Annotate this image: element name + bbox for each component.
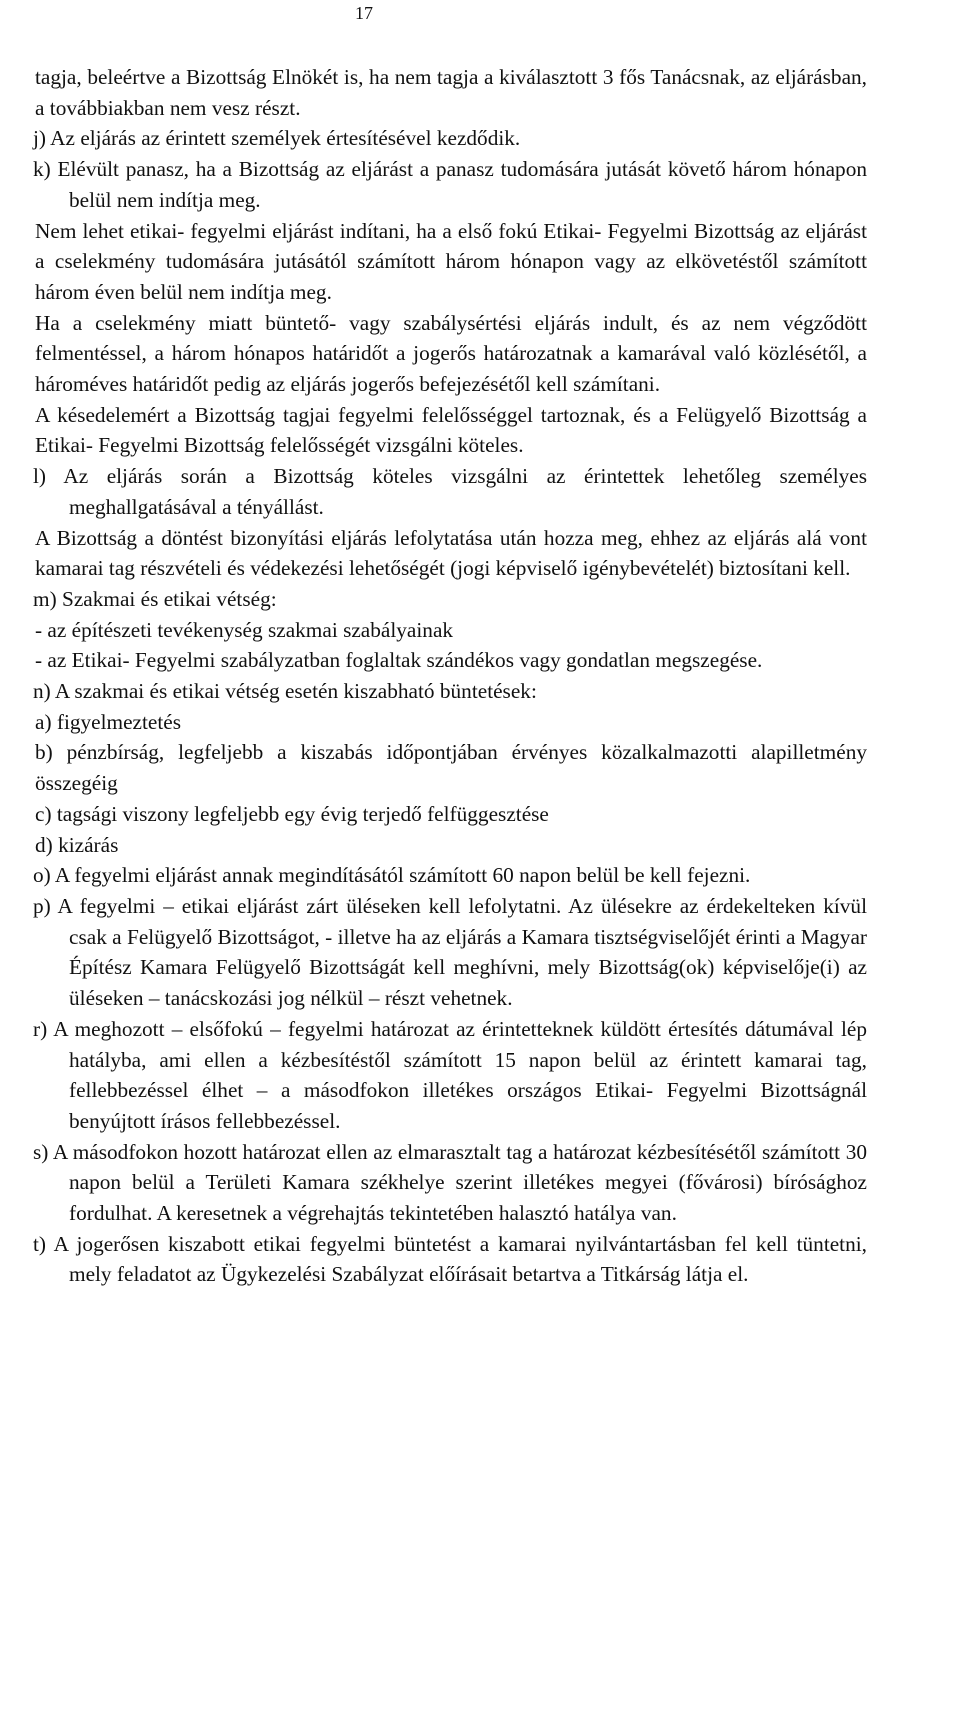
document-body [33,62,867,1290]
list-item-n-a: a) figyelmeztetés [35,709,182,734]
list-item-m-2: - az Etikai- Fegyelmi szabályzatban foglaltak szándékos vagy gondatlan megszegése. [35,648,763,673]
paragraph-t: t) A jogerősen kiszabott etikai fegyelmi büntetést a kamarai nyilvántartásban fel kell tüntetni, mely feladatot az Ügykezelési Szabályzat előírásait betartva a Titkárság látja el. [33,1231,867,1287]
paragraph-r: r) A meghozott – elsőfokú – fegyelmi határozat az érintetteknek küldött értesítés dátumával lép hatályba, ami ellen a kézbesítéstől számított 15 napon belül az érintett kamarai tag, fellebbezéssel élhet – a másodfokon illetékes országos Etikai- Fegyelmi Bizottságnál benyújtott írásos fellebbezéssel. [33,1016,867,1133]
paragraph-s: s) A másodfokon hozott határozat ellen az elmarasztalt tag a határozat kézbesítésétől számított 30 napon belül a Területi Kamara székhelye szerint illetékes megyei (fővárosi) bírósághoz fordulhat. A keresetnek a végrehajtás tekintetében halasztó hatálya van. [33,1139,867,1226]
paragraph-continuation: tagja, beleértve a Bizottság Elnökét is, ha nem tagja a kiválasztott 3 fős Tanácsnak, az eljárásban, a továbbiakban nem vesz részt. [35,65,867,120]
list-item-n-d: d) kizárás [35,832,119,857]
paragraph-k-limitation: Nem lehet etikai- fegyelmi eljárást indítani, ha a első fokú Etikai- Fegyelmi Bizottság az eljárást a cselekmény tudomására jutásától számított három hónapon vagy az elkövetéstől számított három éven belül nem indítja meg. [35,218,867,304]
paragraph-l-decision: A Bizottság a döntést bizonyítási eljárás lefolytatása után hozza meg, ehhez az eljárás alá vont kamarai tag részvételi és védekezési lehetőségét (jogi képviselő igénybevételét) biztosítani kell. [35,525,867,581]
paragraph-p: p) A fegyelmi – etikai eljárást zárt üléseken kell lefolytatni. Az ülésekre az érdekelteken kívül csak a Felügyelő Bizottságot, - illetve ha az eljárás a Kamara tisztségviselőjét érinti a Magyar Építész Kamara Felügyelő Bizottságát kell meghívni, mely Bizottság(ok) képviselője(i) az üléseken – tanácskozási jog nélkül – részt vehetnek. [33,893,867,1011]
paragraph-k-criminal-proceedings: Ha a cselekmény miatt büntető- vagy szabálysértési eljárás indult, és az nem végződött felmentéssel, a három hónapos határidőt a jogerős határozatnak a kamarával való közlésétől, a hároméves határidőt pedig az eljárás jogerős befejezésétől kell számítani. [35,310,867,397]
paragraph-o: o) A fegyelmi eljárást annak megindításától számított 60 napon belül be kell fejezni. [33,863,751,888]
paragraph-k-delay-liability: A késedelemért a Bizottság tagjai fegyelmi felelősséggel tartoznak, és a Felügyelő Bizottság a Etikai- Fegyelmi Bizottság felelősségét vizsgálni köteles. [35,402,867,458]
paragraph-n: n) A szakmai és etikai vétség esetén kiszabható büntetések: [33,679,537,704]
paragraph-j: j) Az eljárás az érintett személyek értesítésével kezdődik. [33,126,521,151]
list-item-n-b: b) pénzbírság, legfeljebb a kiszabás időpontjában érvényes közalkalmazotti alapilletmény összegéig [35,740,867,796]
paragraph-k: k) Elévült panasz, ha a Bizottság az eljárást a panasz tudomására jutását követő három hónapon belül nem indítja meg. [33,157,867,212]
page-number: 17 [355,3,373,23]
paragraph-l: l) Az eljárás során a Bizottság köteles vizsgálni az érintettek lehetőleg személyes meghallgatásával a tényállást. [33,464,867,519]
paragraph-m: m) Szakmai és etikai vétség: [33,586,277,611]
list-item-n-c: c) tagsági viszony legfeljebb egy évig terjedő felfüggesztése [35,801,549,826]
list-item-m-1: - az építészeti tevékenység szakmai szabályainak [35,617,454,642]
